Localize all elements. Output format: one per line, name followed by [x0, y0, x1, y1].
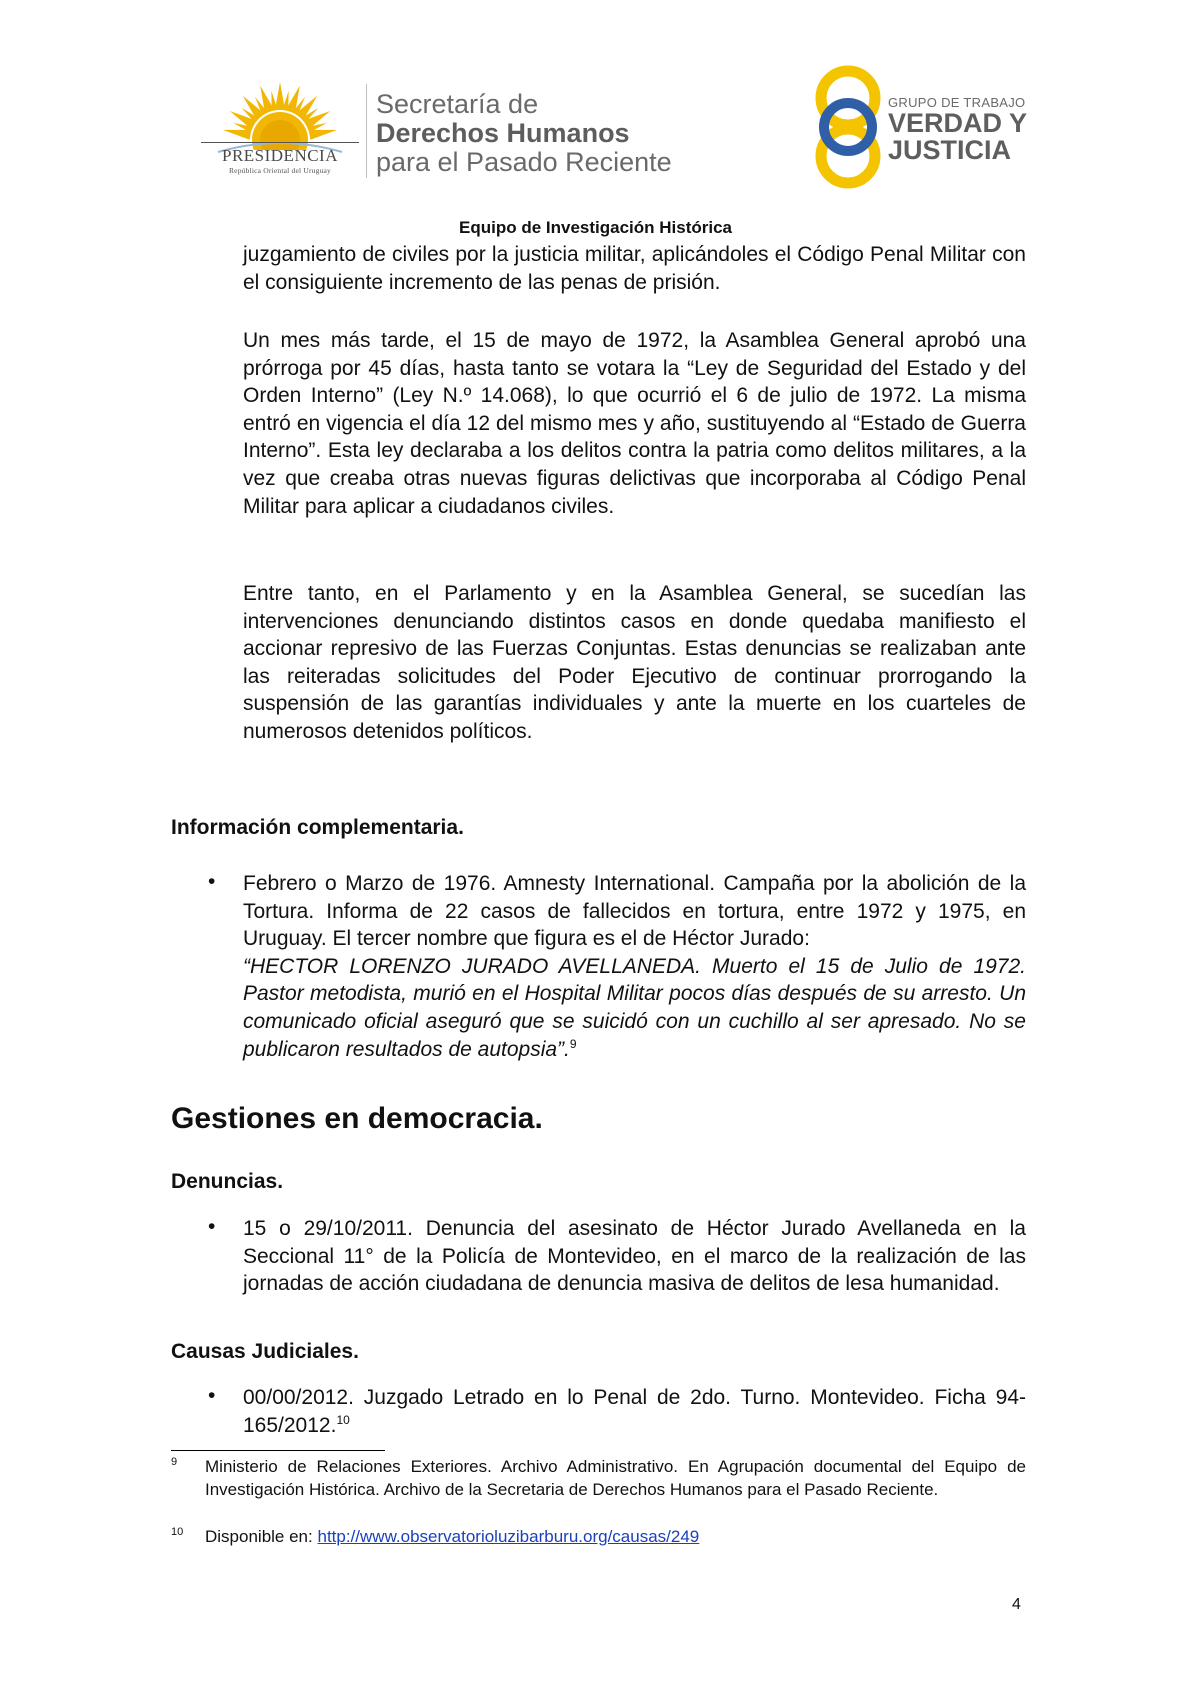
- info-item: [243, 870, 1026, 1063]
- paragraph-2: Un mes más tarde, el 15 de mayo de 1972, la Asamblea General aprobó una prórroga por 45 días, hasta tanto se votara la “Ley de Seguridad del Estado y del Orden Interno” (Ley N.º 14.068), lo que ocurrió el 6 de julio de 1972. La misma entró en vigencia el día 12 del mismo mes y año, sustituyendo al “Estado de Guerra Interno”. Esta ley declaraba a los delitos contra la patria como delitos militares, a la vez que creaba otras nuevas figuras delictivas que incorporaba al Código Penal Militar para aplicar a ciudadanos civiles.: [243, 329, 1026, 518]
- grupo-title: [888, 110, 1027, 164]
- header-separator: [366, 84, 367, 178]
- causas-item: [243, 1384, 1026, 1439]
- presidencia-sun-logo: [200, 78, 360, 198]
- secretaria-line3: para el Pasado Reciente: [376, 147, 672, 177]
- footnote-ref-9[interactable]: 9: [569, 1036, 577, 1051]
- presidencia-subtitle: República Oriental del Uruguay: [228, 166, 331, 175]
- footnote-9-text: Ministerio de Relaciones Exteriores. Archivo Administrativo. En Agrupación documental del Equipo de Investigación Histórica. Archivo de la Secretaria de Derechos Humanos para el Pasado Reciente.: [205, 1457, 1026, 1499]
- gestiones-heading: Gestiones en democracia.: [171, 1102, 543, 1135]
- info-item-quote: “HECTOR LORENZO JURADO AVELLANEDA. Muerto el 15 de Julio de 1972. Pastor metodista, murió en el Hospital Militar pocos días después de su arresto. Un comunicado oficial aseguró que se suicidó con un cuchillo al ser apresado. No se publicaron resultados de autopsia”.: [243, 954, 1026, 1061]
- paragraph-3: Entre tanto, en el Parlamento y en la Asamblea General, se sucedían las intervenciones denunciando distintos casos en donde quedaba manifiesto el accionar represivo de las Fuerzas Conjuntas. Estas denuncias se realizaban ante las reiteradas solicitudes del Poder Ejecutivo de continuar prorrogando la suspensión de las garantías individuales y ante la muerte en los cuarteles de numerosos detenidos políticos.: [243, 582, 1026, 743]
- footnote-ref-10[interactable]: 10: [336, 1412, 350, 1427]
- grupo-line1: VERDAD Y: [888, 108, 1028, 138]
- info-item-text: Febrero o Marzo de 1976. Amnesty International. Campaña por la abolición de la Tortura. Informa de 22 casos de fallecidos en tortura, entre 1972 y 1975, en Uruguay. El tercer nombre que figura es el de Héctor Jurado:: [243, 872, 1026, 951]
- footnote-10-prefix: Disponible en:: [205, 1527, 313, 1546]
- grupo-line2: JUSTICIA: [888, 135, 1012, 165]
- secretaria-line1: Secretaría de: [376, 89, 539, 119]
- bullet-marker: •: [208, 1215, 216, 1238]
- paragraph-1: juzgamiento de civiles por la justicia militar, aplicándoles el Código Penal Militar con el consiguiente incremento de las penas de prisión.: [243, 243, 1026, 294]
- denuncias-item: 15 o 29/10/2011. Denuncia del asesinato de Héctor Jurado Avellaneda en la Seccional 11° de la Policía de Montevideo, en el marco de la realización de las jornadas de acción ciudadana de denuncia masiva de delitos de lesa humanidad.: [243, 1217, 1026, 1296]
- denuncias-heading: Denuncias.: [171, 1170, 284, 1193]
- secretaria-title: [376, 90, 672, 177]
- footnote-10-link[interactable]: http://www.observatorioluzibarburu.org/causas/249: [317, 1527, 700, 1546]
- bullet-marker: •: [208, 870, 216, 893]
- team-heading: Equipo de Investigación Histórica: [459, 218, 732, 237]
- causas-heading: Causas Judiciales.: [171, 1340, 359, 1363]
- secretaria-line2: Derechos Humanos: [376, 118, 630, 148]
- presidencia-name: PRESIDENCIA: [221, 146, 338, 165]
- page-number: 4: [1012, 1596, 1021, 1613]
- footnote-10-text: [205, 1526, 1026, 1549]
- footnote-separator: [171, 1450, 385, 1451]
- footnote-10-number: 10: [171, 1526, 184, 1538]
- bullet-marker: •: [208, 1384, 216, 1407]
- footnote-9-number: 9: [171, 1456, 178, 1468]
- grupo-small-label: GRUPO DE TRABAJO: [888, 95, 1026, 110]
- presidencia-divider: [201, 142, 359, 143]
- info-heading: Información complementaria.: [171, 816, 464, 839]
- verdad-justicia-logo-icon: [810, 62, 886, 192]
- causas-item-text: 00/00/2012. Juzgado Letrado en lo Penal de 2do. Turno. Montevideo. Ficha 94-165/2012.: [243, 1386, 1026, 1437]
